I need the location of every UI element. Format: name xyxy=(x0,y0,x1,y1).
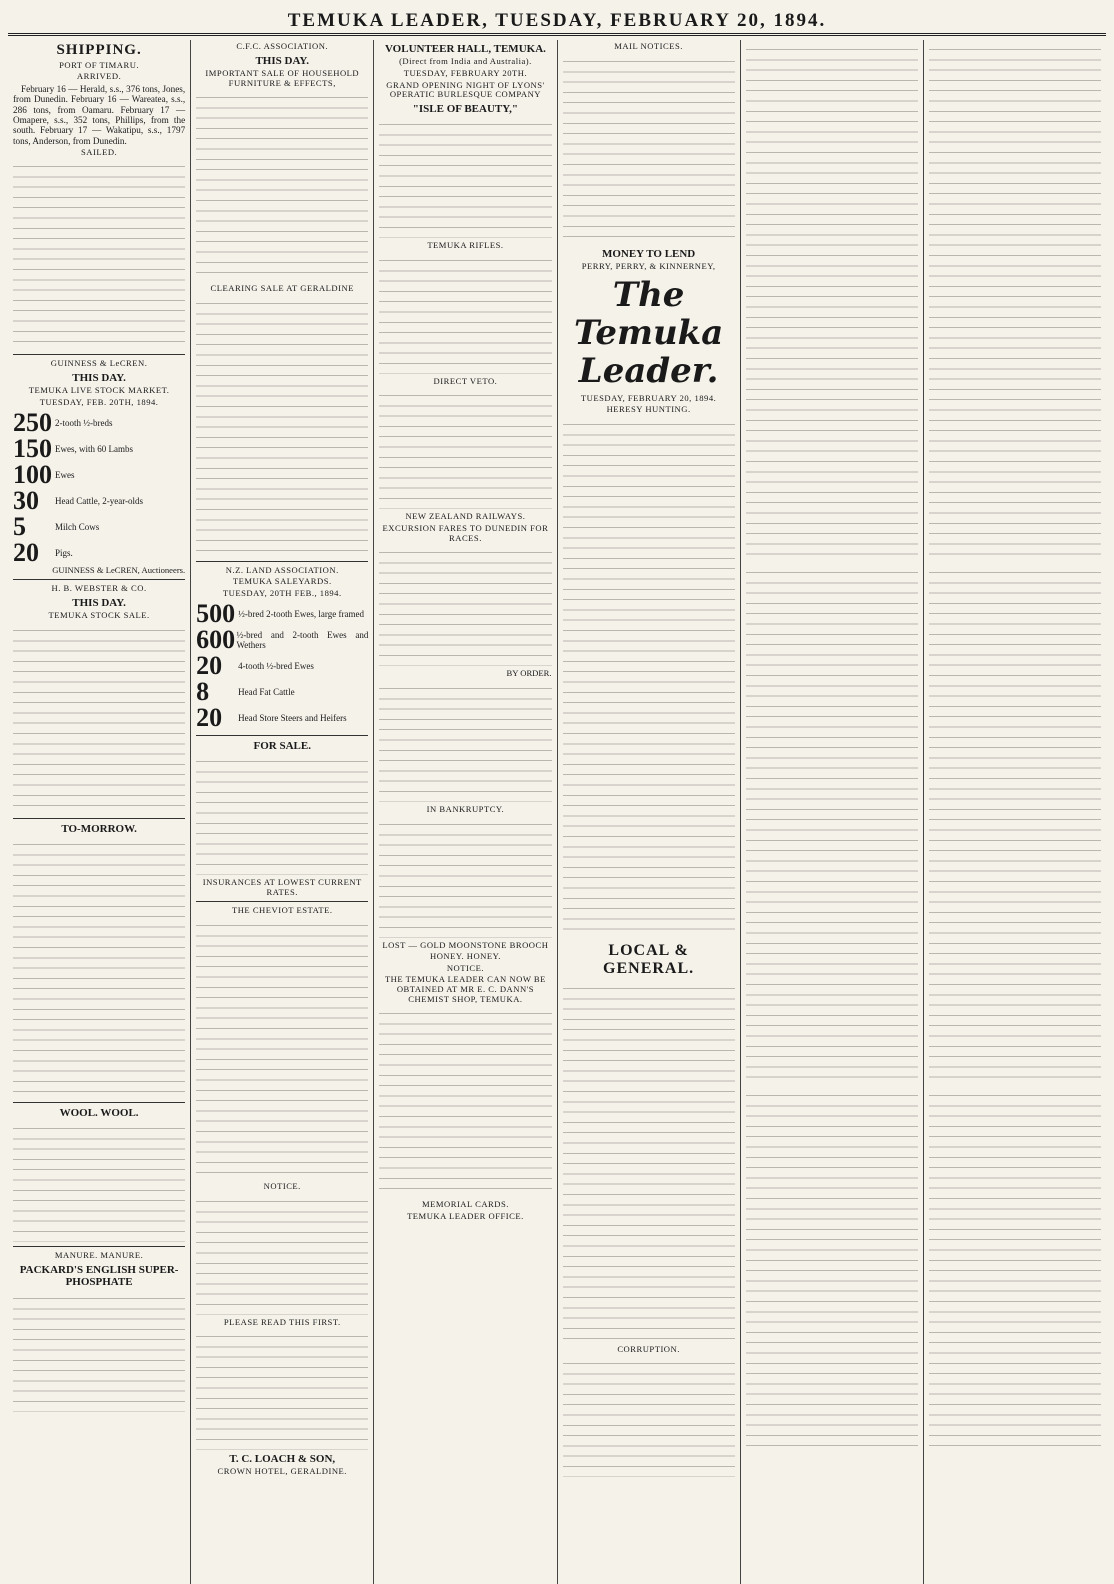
tomorrow-ad-text xyxy=(13,838,185,1098)
direct-veto-heading: DIRECT VETO. xyxy=(433,375,498,386)
page-header-title: TEMUKA LEADER, TUESDAY, FEBRUARY 20, 1894. xyxy=(8,6,1106,36)
stock-sale-heading: TEMUKA LIVE STOCK MARKET. xyxy=(28,385,170,396)
shipping-text-block xyxy=(13,160,185,350)
mail-notices-heading: MAIL NOTICES. xyxy=(614,41,683,51)
lot-row: 20 Pigs. xyxy=(13,537,73,567)
direct-from-india: (Direct from India and Australia). xyxy=(399,56,532,67)
arrivals-text: February 16 — Herald, s.s., 376 tons, Jones, from Dunedin. February 16 — Wareatea, s.s., 286 tons, from Oamaru. February 17 — Omapere, s.s., 352 tons, Phillips, from the south. February 17 — Wakatipu, s.s., 1797 tons, Anderson, from Dunedin. xyxy=(13,84,186,146)
for-sale-heading: FOR SALE. xyxy=(253,739,311,752)
please-read-text xyxy=(196,1330,368,1450)
cheviot-heading: THE CHEVIOT ESTATE. xyxy=(231,905,333,916)
cfc-heading: C.F.C. ASSOCIATION. xyxy=(236,41,329,51)
direct-veto-text xyxy=(379,389,551,509)
corruption-heading: CORRUPTION. xyxy=(617,1343,680,1354)
this-day-heading: THIS DAY. xyxy=(72,372,126,385)
volunteer-date: TUESDAY, FEBRUARY 20TH. xyxy=(403,67,528,78)
temuka-leader-logo: The Temuka Leader. xyxy=(573,274,724,391)
crown-hotel-heading: CROWN HOTEL, GERALDINE. xyxy=(217,1466,347,1477)
this-day-heading-2: THIS DAY. xyxy=(72,596,126,609)
local-general-text xyxy=(563,982,735,1342)
excursion-text xyxy=(379,546,551,666)
lot-row: 20 Head Store Steers and Heifers xyxy=(196,702,347,732)
household-ad-text xyxy=(196,91,368,281)
manure-heading: MANURE. MANURE. xyxy=(54,1250,144,1261)
column-1 xyxy=(8,40,191,1584)
household-heading: IMPORTANT SALE OF HOUSEHOLD FURNITURE & EFFECTS, xyxy=(205,67,360,88)
local-general-heading: LOCAL & GENERAL. xyxy=(603,942,695,977)
bankruptcy-text xyxy=(379,818,551,938)
opening-night: GRAND OPENING NIGHT OF LYONS' OPERATIC BURLESQUE COMPANY xyxy=(386,79,545,100)
lot-row: 150 Ewes, with 60 Lambs xyxy=(13,433,133,463)
news-text-block-6 xyxy=(929,1089,1101,1449)
lot-row: 8 Head Fat Cattle xyxy=(196,676,295,706)
news-text-block-3 xyxy=(746,1089,918,1449)
guinness-header: GUINNESS & LeCREN. xyxy=(50,358,148,369)
column-2 xyxy=(191,40,374,1584)
nz-land-heading: N.Z. LAND ASSOCIATION. xyxy=(225,564,339,575)
news-text-block-5 xyxy=(929,566,1101,1086)
leader-office: TEMUKA LEADER OFFICE. xyxy=(407,1210,524,1221)
lot-row: 100 Ewes xyxy=(13,459,75,489)
notice-heading-3: NOTICE. xyxy=(446,962,484,973)
cheviot-text xyxy=(196,919,368,1179)
news-text-block-2 xyxy=(746,566,918,1086)
lot-row: 5 Milch Cows xyxy=(13,511,100,541)
insurances-heading: INSURANCES AT LOWEST CURRENT RATES. xyxy=(202,877,362,897)
saleyards-date: TUESDAY, 20TH FEB., 1894. xyxy=(222,588,342,599)
issue-date: TUESDAY, FEBRUARY 20, 1894. xyxy=(580,392,717,403)
this-day-heading-3: THIS DAY. xyxy=(255,54,310,67)
volunteer-text xyxy=(379,118,551,238)
news-text-block-1 xyxy=(746,43,918,563)
wool-heading: WOOL. WOOL. xyxy=(59,1107,139,1120)
stock-sale-date: TUESDAY, FEB. 20TH, 1894. xyxy=(39,397,159,408)
isle-of-beauty: "ISLE OF BEAUTY," xyxy=(412,102,519,115)
wool-ad-text xyxy=(13,1122,185,1242)
notice-text xyxy=(196,1195,368,1315)
loach-heading: T. C. LOACH & SON, xyxy=(229,1453,336,1466)
mail-notices-text xyxy=(563,55,735,245)
impounded-text xyxy=(379,682,551,802)
saleyards-heading: TEMUKA SALEYARDS. xyxy=(232,576,332,587)
manure-ad-text xyxy=(13,1292,185,1412)
bankruptcy-heading: IN BANKRUPTCY. xyxy=(426,803,505,814)
lot-row: 250 2-tooth ½-breds xyxy=(13,407,113,437)
notices-text xyxy=(379,1007,551,1197)
lot-row: 20 4-tooth ½-bred Ewes xyxy=(196,650,314,680)
clearing-ad-text xyxy=(196,297,368,557)
tomorrow-heading: TO-MORROW. xyxy=(61,822,137,835)
by-order: BY ORDER. xyxy=(506,668,552,679)
packard-heading: PACKARD'S ENGLISH SUPER-PHOSPHATE xyxy=(19,1264,179,1289)
rifles-heading: TEMUKA RIFLES. xyxy=(427,240,504,251)
money-to-lend: MONEY TO LEND xyxy=(601,247,696,260)
shipping-heading: SHIPPING. xyxy=(56,42,142,58)
for-sale-text xyxy=(196,755,368,875)
arrived-heading: ARRIVED. xyxy=(76,71,122,82)
guinness-signature: GUINNESS & LeCREN, Auctioneers. xyxy=(52,564,186,575)
excursion-heading: EXCURSION FARES TO DUNEDIN FOR RACES. xyxy=(382,523,549,543)
webster-ad-text xyxy=(13,624,185,814)
memorial-heading: MEMORIAL CARDS. xyxy=(421,1199,509,1210)
please-read-heading: PLEASE READ THIS FIRST. xyxy=(223,1316,341,1327)
column-5 xyxy=(741,40,924,1584)
leader-notice: THE TEMUKA LEADER CAN NOW BE OBTAINED AT MR E. C. DANN'S CHEMIST SHOP, TEMUKA. xyxy=(384,974,546,1004)
news-text-block-4 xyxy=(929,43,1101,563)
railways-heading: NEW ZEALAND RAILWAYS. xyxy=(405,511,526,522)
notice-heading: NOTICE. xyxy=(263,1180,301,1191)
column-4 xyxy=(558,40,741,1584)
lot-row: 500 ½-bred 2-tooth Ewes, large framed xyxy=(196,598,364,628)
stock-sale-heading-2: TEMUKA STOCK SALE. xyxy=(48,610,150,621)
lot-row: 30 Head Cattle, 2-year-olds xyxy=(13,485,144,515)
rifles-text xyxy=(379,254,551,374)
perry-heading: PERRY, PERRY, & KINNERNEY, xyxy=(581,260,716,271)
heresy-article-text xyxy=(563,418,735,938)
column-3 xyxy=(374,40,557,1584)
heresy-heading: HERESY HUNTING. xyxy=(606,404,691,415)
column-6 xyxy=(924,40,1106,1584)
lot-row: 600 ½-bred and 2-tooth Ewes and Wethers xyxy=(196,624,369,654)
port-heading: PORT OF TIMARU. xyxy=(59,59,140,70)
honey-heading: HONEY. HONEY. xyxy=(429,951,501,962)
volunteer-hall-heading: VOLUNTEER HALL, TEMUKA. xyxy=(384,43,546,55)
sailed-heading: SAILED. xyxy=(80,146,118,157)
lost-heading: LOST — GOLD MOONSTONE BROOCH xyxy=(382,939,549,950)
corruption-text xyxy=(563,1357,735,1477)
clearing-heading: CLEARING SALE AT GERALDINE xyxy=(210,283,354,294)
webster-header: H. B. WEBSTER & CO. xyxy=(51,583,147,594)
